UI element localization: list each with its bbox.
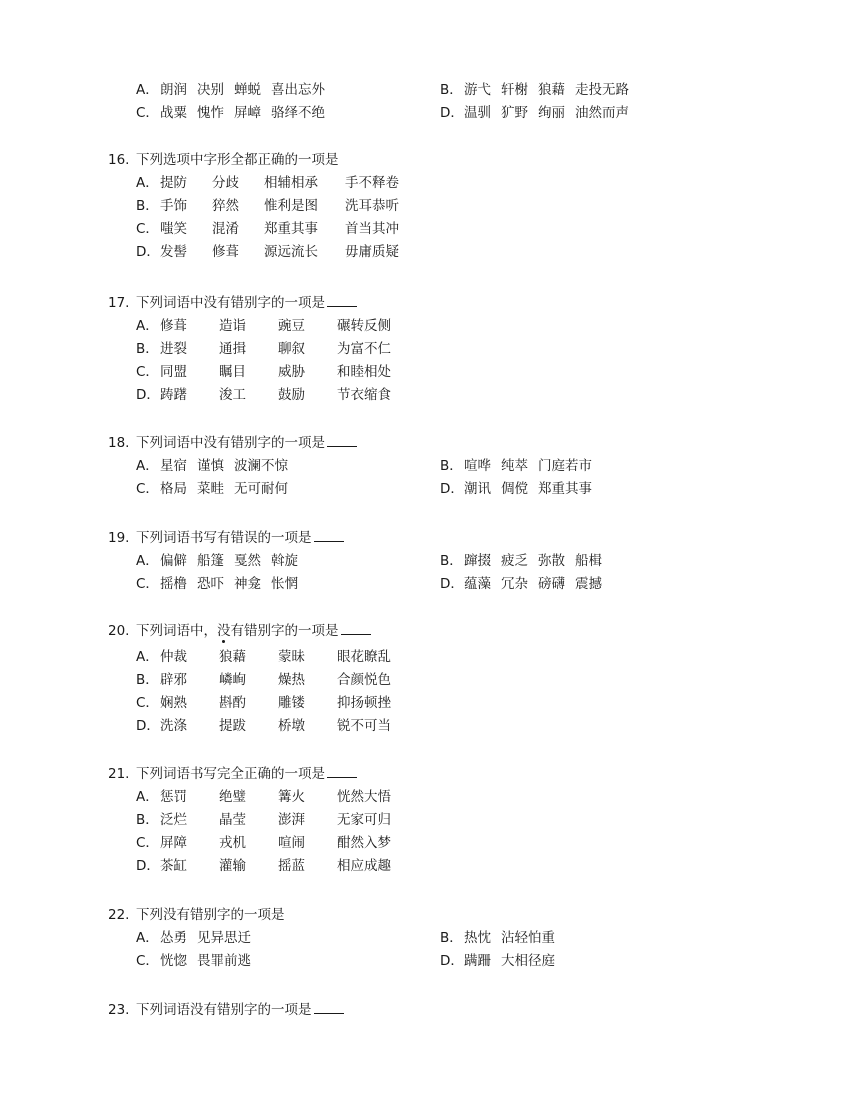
question-stem xyxy=(108,904,808,927)
question-stem xyxy=(108,292,808,315)
option-row xyxy=(108,573,808,596)
question-18 xyxy=(108,432,808,501)
question-text: 下列词语书写完全正确的一项是 xyxy=(136,766,325,782)
answer-blank[interactable] xyxy=(327,292,357,307)
option-b[interactable]: B． 泛烂 晶莹 澎湃 无家可归 xyxy=(136,812,391,828)
question-stem xyxy=(108,763,808,786)
question-21 xyxy=(108,763,808,878)
question-number: 17. xyxy=(108,295,130,311)
option-d[interactable]: D．蹒跚 大相径庭 xyxy=(440,953,555,969)
option-d[interactable]: D．潮讯 倜傥 郑重其事 xyxy=(440,481,592,497)
option-d[interactable]: D． 发髻 修葺 源远流长 毋庸质疑 xyxy=(136,244,399,260)
option-d[interactable]: D． 茶缸 灌输 摇蓝 相应成趣 xyxy=(136,858,391,874)
option-a[interactable]: A．朗润 决别 蝉蜕 喜出忘外 xyxy=(136,82,325,98)
answer-blank[interactable] xyxy=(327,432,357,447)
option-a[interactable]: A． 仲裁 狼藉 蒙昧 眼花瞭乱 xyxy=(136,649,391,665)
question-15-options xyxy=(108,79,808,125)
question-text: 下列没有错别字的一项是 xyxy=(136,907,285,923)
option-c[interactable]: C．格局 菜畦 无可耐何 xyxy=(136,481,288,497)
question-text: 下列词语中， xyxy=(136,623,217,639)
question-stem xyxy=(108,620,808,643)
question-text: 下列词语书写有错误的一项是 xyxy=(136,530,312,546)
option-c[interactable]: C． 娴熟 斟酌 雕镂 抑扬顿挫 xyxy=(136,695,391,711)
option-a[interactable]: A． 修葺 造诣 豌豆 碾转反侧 xyxy=(136,318,391,334)
question-text-rest: 有错别字的一项是 xyxy=(230,623,339,639)
question-text: 下列词语中没有错别字的一项是 xyxy=(136,435,325,451)
option-c[interactable]: C．战粟 愧怍 屏嶂 骆绎不绝 xyxy=(136,105,325,121)
answer-blank[interactable] xyxy=(341,620,371,635)
question-17 xyxy=(108,292,808,407)
answer-blank[interactable] xyxy=(327,763,357,778)
question-20 xyxy=(108,620,808,738)
option-b[interactable]: B． 辟邪 嶙峋 燥热 合颜悦色 xyxy=(136,672,391,688)
option-d[interactable]: D． 踌躇 浚工 鼓励 节衣缩食 xyxy=(136,387,391,403)
option-b[interactable]: B． 进裂 通揖 聊叙 为富不仁 xyxy=(136,341,391,357)
option-c[interactable]: C．恍惚 畏罪前逃 xyxy=(136,953,251,969)
option-d[interactable]: D．蕴藻 冗杂 磅礴 震撼 xyxy=(440,576,602,592)
option-a[interactable]: A． 提防 分歧 相辅相承 手不释卷 xyxy=(136,175,399,191)
question-text: 下列词语没有错别字的一项是 xyxy=(136,1002,312,1018)
option-b[interactable]: B．游弋 轩榭 狼藉 走投无路 xyxy=(440,82,629,98)
question-text: 下列选项中字形全都正确的一项是 xyxy=(136,152,339,168)
question-19 xyxy=(108,527,808,596)
option-d[interactable]: D． 洗涤 提跋 桥墩 锐不可当 xyxy=(136,718,391,734)
option-row xyxy=(108,950,808,973)
question-number: 18. xyxy=(108,435,130,451)
question-16 xyxy=(108,149,808,264)
option-row xyxy=(108,927,808,950)
option-c[interactable]: C． 屏障 戎机 喧闹 酣然入梦 xyxy=(136,835,391,851)
option-row xyxy=(108,478,808,501)
option-b[interactable]: B． 手饰 猝然 惟利是图 洗耳恭听 xyxy=(136,198,399,214)
question-stem xyxy=(108,527,808,550)
option-b[interactable]: B．热忱 沾轻怕重 xyxy=(440,930,555,946)
option-c[interactable]: C． 嗤笑 混淆 郑重其事 首当其冲 xyxy=(136,221,399,237)
question-number: 20. xyxy=(108,623,130,639)
option-a[interactable]: A．偏僻 船篷 戛然 斡旋 xyxy=(136,553,298,569)
question-23 xyxy=(108,999,808,1022)
emphasis-dot-char: 没 xyxy=(217,623,231,639)
question-number: 19. xyxy=(108,530,130,546)
option-row xyxy=(108,455,808,478)
answer-blank[interactable] xyxy=(314,527,344,542)
option-c[interactable]: C．摇橹 恐吓 神龛 怅惘 xyxy=(136,576,298,592)
question-stem xyxy=(108,999,808,1022)
question-text: 下列词语中没有错别字的一项是 xyxy=(136,295,325,311)
option-row xyxy=(108,550,808,573)
question-number: 16. xyxy=(108,152,130,168)
question-number: 23. xyxy=(108,1002,130,1018)
option-a[interactable]: A．星宿 谨慎 波澜不惊 xyxy=(136,458,288,474)
question-number: 22. xyxy=(108,907,130,923)
option-c[interactable]: C． 同盟 瞩目 威胁 和睦相处 xyxy=(136,364,391,380)
option-d[interactable]: D．温驯 犷野 绚丽 油然而声 xyxy=(440,105,629,121)
question-number: 21. xyxy=(108,766,130,782)
question-stem xyxy=(108,432,808,455)
option-a[interactable]: A． 惩罚 绝璧 篝火 恍然大悟 xyxy=(136,789,391,805)
option-b[interactable]: B．喧哗 纯萃 门庭若市 xyxy=(440,458,592,474)
question-stem xyxy=(108,149,808,172)
option-a[interactable]: A．怂勇 见异思迁 xyxy=(136,930,251,946)
option-row xyxy=(108,102,808,125)
option-b[interactable]: B．蹿掇 疲乏 弥散 船楫 xyxy=(440,553,602,569)
answer-blank[interactable] xyxy=(314,999,344,1014)
option-row xyxy=(108,79,808,102)
question-22 xyxy=(108,904,808,973)
